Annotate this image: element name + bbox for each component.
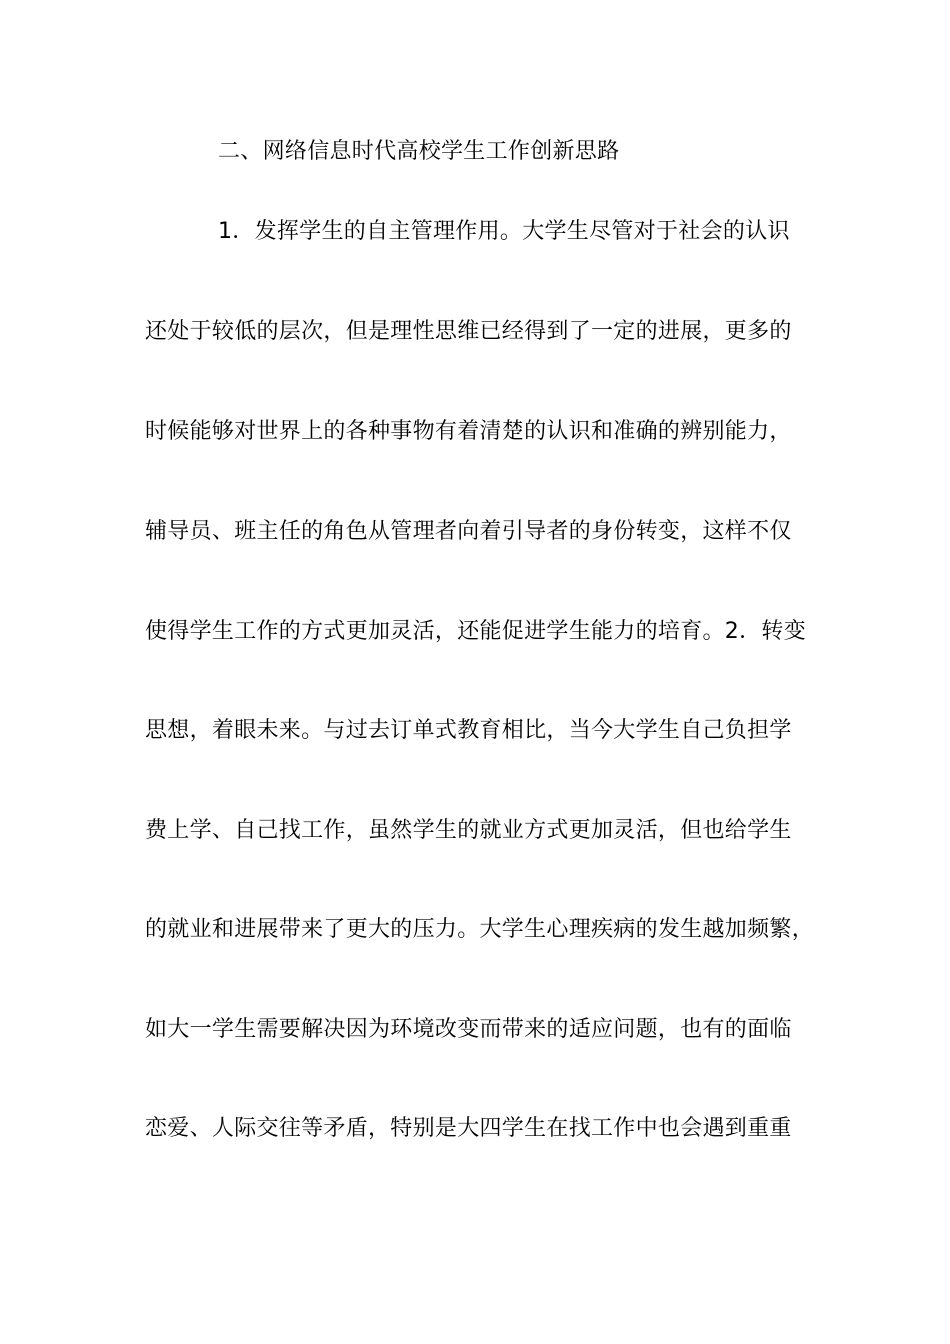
paragraph-line: 恋爱、人际交往等矛盾，特别是大四学生在找工作中也会遇到重重 <box>145 1116 792 1141</box>
paragraph-line: 使得学生工作的方式更加灵活，还能促进学生能力的培育。2．转变 <box>145 619 806 644</box>
paragraph-line: 1．发挥学生的自主管理作用。大学生尽管对于社会的认识 <box>218 219 790 244</box>
paragraph-line: 如大一学生需要解决因为环境改变而带来的适应问题，也有的面临 <box>145 1017 792 1042</box>
paragraph-line: 费上学、自己找工作，虽然学生的就业方式更加灵活，但也给学生 <box>145 818 792 843</box>
paragraph-line: 辅导员、班主任的角色从管理者向着引导者的身份转变，这样不仅 <box>145 519 792 544</box>
paragraph-line: 思想，着眼未来。与过去订单式教育相比，当今大学生自己负担学 <box>145 718 792 743</box>
paragraph-line: 时候能够对世界上的各种事物有着清楚的认识和准确的辨别能力， <box>145 419 792 444</box>
paragraph-line: 的就业和进展带来了更大的压力。大学生心理疾病的发生越加频繁， <box>145 917 815 942</box>
paragraph-line: 还处于较低的层次，但是理性思维已经得到了一定的进展，更多的 <box>145 319 792 344</box>
section-heading: 二、网络信息时代高校学生工作创新思路 <box>218 139 620 164</box>
